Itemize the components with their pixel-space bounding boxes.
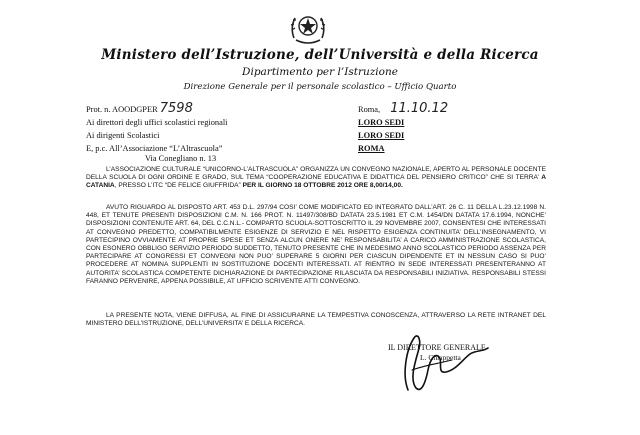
signer-title: IL DIRETTORE GENERALE [388,343,486,352]
p1-place: A CATANIA [86,174,546,190]
protocol-line [86,101,193,116]
signer-name: L. Chiappetta [420,353,461,362]
cc-address: Via Conegliano n. 13 [145,154,217,163]
body-paragraph-1 [86,166,546,191]
recipient-2-label: Ai dirigenti Scolastici [86,131,160,140]
cc-label: E, p.c. All’Associazione “L’Altrascuola” [86,144,223,153]
body-paragraph-2: AVUTO RIGUARDO AL DISPOSTO ART. 453 D.L. 297/94 COSI’ COME MODIFICATO ED INTEGRATO DALL’ART. 26 C. 11 DELLA L.23.12.1998 N. 448, ET TENUTE PRESENTI DISPOSIZIONI C.M. N. 166 PROT. N. 11497/308/BD DATATA 23.5.1981 ET C.M. 1454/DN DATATA 17.6.1994, NONCHE’ DISPOSIZIONI CONTENUTE ART. 64, DEL C.C.N.L.- COMPARTO SCUOLA-SOTTOSCRITTO IL 29 NOVEMBRE 2007, CONSENTESI CHE INTERESSATI AT CONVEGNO PREDETTO, COMPATIBILMENTE ESIGENZE DI SERVIZIO E NEL RISPETTO ESIGENZA CONTINUITA’ DELL’INSEGNAMENTO, VI PARTECIPINO OVVIAMENTE AT PROPRIE SPESE ET SENZA ALCUN ONERE NE’ RESPONSABILITA’ A CARICO AMMINISTRAZIONE SCOLASTICA, CON ESONERO OBBLIGO SERVIZIO PERIODO SUDDETTO, TENUTO PRESENTE CHE IN MEDESIMO ANNO SCOLASTICO PERIODO ASSENZA PER PARTECIPARE AT CONGRESSI ET CONVEGNI NON PUO’ SUPERARE 5 GIORNI PER CIASCUN DIPENDENTE ET IN NESSUN CASO SI PUO’ PROCEDERE AT NOMINA SUPPLENTI IN SOSTITUZIONE DOCENTI INTERESSATI. AT RIENTRO IN SEDE INTERESSATI PRESENTERANNO AT AUTORITA’ SCOLASTICA COMPETENTE DICHIARAZIONE DI PARTECIPAZIONE RILASCIATA DA RESPONSABILI INIZIATIVA. RESPONSABILI STESSI FARANNO PERVENIRE, APPENA POSSIBILE, AT UFFICIO SCRIVENTE ATTI CONVEGNO. [86,204,546,285]
date-line [358,101,448,116]
directorate-title: Direzione Generale per il personale scolastico – Ufficio Quarto [183,82,457,92]
department-title: Dipartimento per l’Istruzione [242,66,398,78]
protocol-number: 7598 [159,101,193,116]
ministry-title: Ministero dell’Istruzione, dell’Università e della Ricerca [101,47,539,63]
recipient-1-dest: LORO SEDI [358,118,405,127]
italian-republic-emblem-icon [288,8,328,46]
cc-city: ROMA [358,144,385,153]
protocol-label: Prot. n. AOODGPER [86,105,158,114]
body-paragraph-3: LA PRESENTE NOTA, VIENE DIFFUSA, AL FINE DI ASSICURARNE LA TEMPESTIVA CONOSCENZA, ATTRAVERSO LA RETE INTRANET DEL MINISTERO DELL’ISTRUZIONE, DELL’UNIVERSITA’ E DELLA RICERCA. [86,312,546,328]
recipient-1-label: Ai direttori degli uffici scolastici regionali [86,118,228,127]
date-place: Roma, [358,105,381,114]
handwritten-signature [392,330,512,395]
p1-start: L’ASSOCIAZIONE CULTURALE “UNICORNO-L’ALTRASCUOLA” ORGANIZZA UN CONVEGNO NAZIONALE, APERTO AL PERSONALE DOCENTE DELLA SCUOLA DI OGNI ORDINE E GRADO, SUL TEMA “COOPERAZIONE EDUCATIVA E DIDATTICA DEL PENSIERO CRITICO” CHE SI TERRA’ [86,166,546,182]
p1-date: PER IL GIORNO 18 OTTOBRE 2012 ORE 8,00/14,00. [242,182,403,190]
recipient-2-dest: LORO SEDI [358,131,405,140]
p1-mid: , PRESSO L’ITC “DE FELICE GIUFFRIDA” [114,182,241,190]
date-value: 11.10.12 [390,101,449,116]
